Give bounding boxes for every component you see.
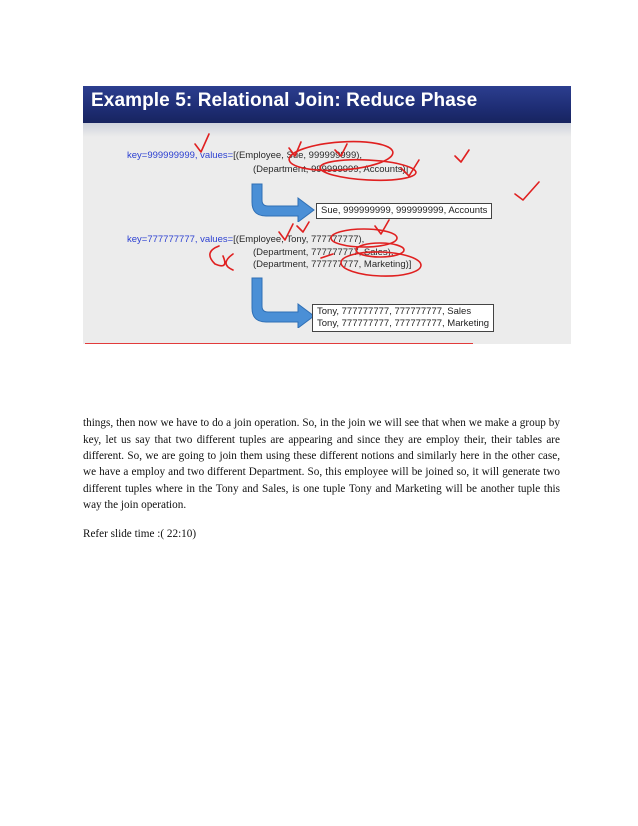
- group2-output-line1: Tony, 777777777, 777777777, Sales: [317, 306, 472, 317]
- checkmark-icon: [375, 220, 389, 234]
- slide-bottom-red-line: [85, 343, 473, 344]
- checkmark-icon: [455, 150, 469, 162]
- group1-first-line: [127, 150, 362, 161]
- checkmark-icon: [297, 222, 309, 232]
- group2-value-line1: [(Employee, Tony, 777777777),: [233, 234, 365, 245]
- group2-arrow-icon: [248, 276, 318, 328]
- group2-output-line2: Tony, 777777777, 777777777, Marketing: [317, 318, 490, 329]
- slide-header: [83, 86, 571, 123]
- checkmark-icon: [515, 182, 539, 200]
- transcript-paragraph: things, then now we have to do a join operation. So, in the join we will see that when we make a group by key, let us say that two different tuples are appearing and since they are employ their, their tables are different. So, we are going to join them using these different notions and similarly here in the other case, we have a employ and two different Department. So, this employee will be joined so, it will generate two different tuples where in the Tony and Sales, is one tuple Tony and Marketing will be another tuple this way the join operation.: [83, 417, 560, 512]
- group2-first-line: [127, 234, 364, 245]
- group1-arrow-icon: [248, 182, 318, 222]
- group2-value-line2: (Department, 777777777, Sales),: [253, 247, 394, 258]
- group1-value-line2: (Department, 999999999, Accounts)]: [253, 164, 409, 175]
- group1-key: key=999999999, values=: [127, 150, 234, 161]
- group1-value-line1: [(Employee, Sue, 999999999),: [233, 150, 363, 161]
- group2-value-line3: (Department, 777777777, Marketing)]: [253, 259, 412, 270]
- group2-key: key=777777777, values=: [127, 234, 234, 245]
- group1-output-box: Sue, 999999999, 999999999, Accounts: [316, 203, 492, 219]
- slide-image: [83, 86, 571, 344]
- slide-title: Example 5: Relational Join: Reduce Phase: [91, 90, 478, 111]
- refer-slide-time: Refer slide time :( 22:10): [83, 528, 197, 540]
- slide-header-shadow: [83, 123, 571, 137]
- group2-output-box: [312, 304, 494, 332]
